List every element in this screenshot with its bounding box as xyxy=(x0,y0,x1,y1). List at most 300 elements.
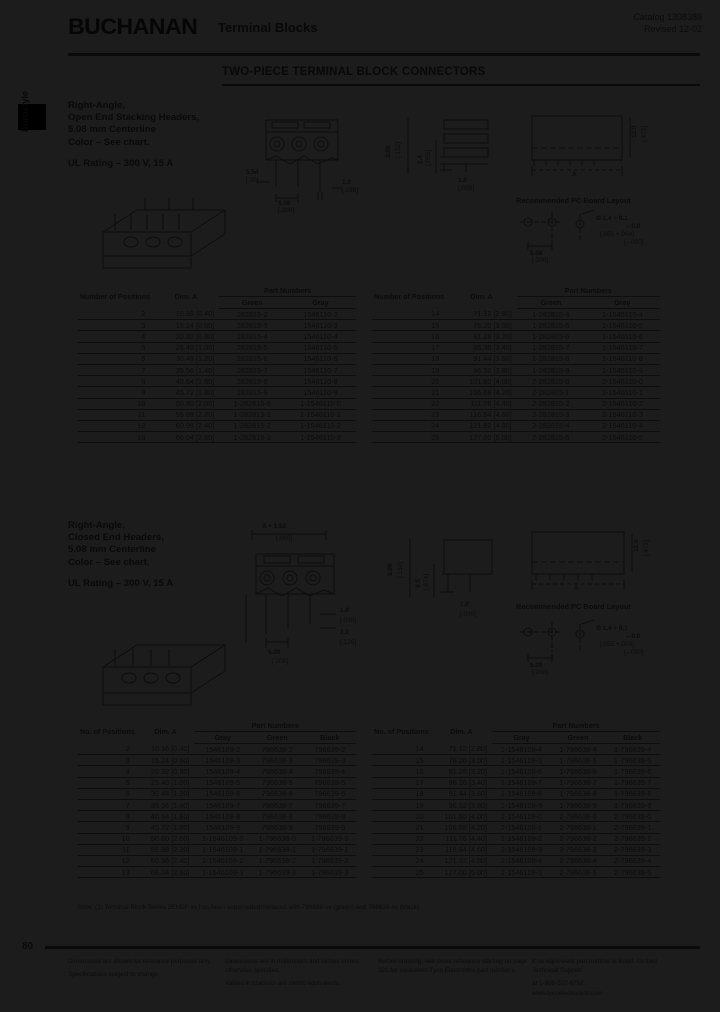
desc-line-1: Right-Angle, xyxy=(68,100,126,111)
svg-text:A + 1.52: A + 1.52 xyxy=(262,523,287,530)
cell-part-number: 2-282815-1 xyxy=(517,387,585,398)
cell-positions: 16 xyxy=(372,331,446,342)
footer-column-2 xyxy=(225,957,375,993)
table-row xyxy=(372,755,660,766)
cell-dim-a: 111.76 [4.40] xyxy=(431,833,492,844)
svg-text:[.152]: [.152] xyxy=(397,562,404,578)
svg-text:[.00]: [.00] xyxy=(246,177,259,184)
cell-positions: 20 xyxy=(372,376,446,387)
cell-part-number: 1-1546109-4 xyxy=(492,744,551,755)
cell-part-number: 1-282815-5 xyxy=(517,320,585,331)
cell-part-number: 1-1546109-0 xyxy=(194,833,251,844)
col-dim-a: Dim. A xyxy=(450,727,473,737)
cell-positions: 12 xyxy=(78,420,152,431)
cell-part-number: 1546109-3 xyxy=(194,755,251,766)
cell-part-number: 2-1546109-4 xyxy=(492,855,551,866)
svg-text:– 0.0: – 0.0 xyxy=(626,633,641,640)
cell-part-number: 2-796639-2 xyxy=(605,833,660,844)
cell-dim-a: 10.16 [0.40] xyxy=(137,744,195,755)
cell-dim-a: 66.04 [2.60] xyxy=(152,432,219,443)
col-part-numbers: Part Numbers xyxy=(492,720,660,732)
cell-positions: 4 xyxy=(78,766,137,777)
section2-pcb-hole-drawing xyxy=(514,616,704,668)
table-row xyxy=(78,432,356,443)
cell-part-number: 1-796638-0 xyxy=(251,833,303,844)
cell-part-number: 1-796639-3 xyxy=(303,867,356,878)
table-row xyxy=(372,844,660,855)
cell-part-number: 2-796639-3 xyxy=(605,844,660,855)
cell-positions: 15 xyxy=(372,755,431,766)
cell-part-number: 796639-8 xyxy=(303,811,356,822)
cell-positions: 13 xyxy=(78,432,152,443)
table-note: Note: (1) Terminal Block Series 2EHDF-xx has been superseded/replaced with 796638-xx (green) and 796639-xx (black). xyxy=(78,904,421,911)
cell-positions: 12 xyxy=(78,855,137,866)
section2-side-view-drawing xyxy=(382,530,502,620)
table-row xyxy=(78,777,356,788)
cell-part-number: 796639-6 xyxy=(303,788,356,799)
col-green: Green xyxy=(551,732,606,744)
section1-table-right xyxy=(372,285,660,443)
cell-dim-a: 127.00 [5.00] xyxy=(431,867,492,878)
cell-dim-a: 96.52 [3.80] xyxy=(446,364,516,375)
cell-part-number: 2-796638-1 xyxy=(551,822,606,833)
cell-part-number: 2-1546109-5 xyxy=(492,867,551,878)
cell-part-number: 282815-9 xyxy=(219,387,285,398)
cell-part-number: 1-796638-9 xyxy=(551,799,606,810)
col-positions: Number of Positions xyxy=(374,292,445,302)
cell-part-number: 282815-8 xyxy=(219,376,285,387)
svg-text:[.200]: [.200] xyxy=(272,658,288,665)
table-row xyxy=(372,409,660,420)
svg-text:12.0: 12.0 xyxy=(631,125,638,138)
cell-part-number: 796638-5 xyxy=(251,777,303,788)
cell-part-number: 1-796638-2 xyxy=(251,855,303,866)
section1-table-left xyxy=(78,285,356,443)
cell-part-number: 1-1546109-7 xyxy=(492,777,551,788)
cell-part-number: 1546109-7 xyxy=(194,799,251,810)
svg-text:[.126]: [.126] xyxy=(340,639,356,646)
cell-positions: 7 xyxy=(78,364,152,375)
table-row xyxy=(372,788,660,799)
cell-positions: 8 xyxy=(78,811,137,822)
cell-part-number: 2-282815-0 xyxy=(517,376,585,387)
cell-positions: 2 xyxy=(78,309,152,320)
svg-text:[.200]: [.200] xyxy=(532,257,548,264)
svg-text:[.472]: [.472] xyxy=(641,126,648,142)
cell-part-number: 282815-7 xyxy=(219,364,285,375)
section2-description xyxy=(68,520,238,590)
header-rule xyxy=(68,53,700,56)
section2-board-outline-drawing xyxy=(512,528,692,610)
footer-text: Before ordering, see cross reference starting on page 321 for equivalent Tyco Electronics part numbers. xyxy=(378,958,528,975)
footer-column-4 xyxy=(532,957,682,1002)
cell-part-number: 282815-3 xyxy=(219,320,285,331)
cell-dim-a: 86.36 [3.40] xyxy=(431,777,492,788)
cell-part-number: 1546110-4 xyxy=(285,331,356,342)
cell-part-number: 2-1546110-2 xyxy=(585,398,660,409)
cell-dim-a: 81.28 [3.20] xyxy=(446,331,516,342)
cell-dim-a: 86.36 [3.40] xyxy=(446,342,516,353)
footer-text: Dimensions are in millimeters and inches unless otherwise specified. xyxy=(225,958,360,975)
svg-text:[.152]: [.152] xyxy=(395,142,402,158)
cell-positions: 21 xyxy=(372,822,431,833)
cell-positions: 23 xyxy=(372,844,431,855)
cell-dim-a: 60.96 [2.40] xyxy=(137,855,195,866)
svg-text:[.039]: [.039] xyxy=(458,185,474,192)
section2-front-view-drawing xyxy=(240,516,400,656)
cell-part-number: 282815-6 xyxy=(219,353,285,364)
section1-pitch-dim-label xyxy=(278,203,324,215)
table-row xyxy=(78,855,356,866)
table-row xyxy=(372,309,660,320)
cell-part-number: 1-796638-7 xyxy=(551,777,606,788)
svg-text:– 0.0: – 0.0 xyxy=(626,223,641,230)
cell-part-number: 1-796639-2 xyxy=(303,855,356,866)
cell-dim-a: 111.76 [4.40] xyxy=(446,398,516,409)
cell-part-number: 796638-2 xyxy=(251,744,303,755)
cell-positions: 13 xyxy=(78,867,137,878)
catalog-info xyxy=(633,11,702,35)
table-row xyxy=(372,777,660,788)
table-row xyxy=(372,799,660,810)
cell-part-number: 1-1546110-6 xyxy=(585,331,660,342)
cell-part-number: 2-1546110-0 xyxy=(585,376,660,387)
cell-part-number: 1-796638-6 xyxy=(551,766,606,777)
cell-part-number: 1-1546110-3 xyxy=(285,432,356,443)
table-row xyxy=(78,376,356,387)
cell-dim-a: 20.32 [0.80] xyxy=(137,766,195,777)
svg-text:1.0: 1.0 xyxy=(340,607,349,614)
table-body xyxy=(372,744,660,878)
col-green: Green xyxy=(219,297,285,309)
section1-pcb-caption: Recommended PC Board Layout xyxy=(516,196,631,205)
cell-part-number: 1-796638-8 xyxy=(551,788,606,799)
table-row xyxy=(372,353,660,364)
svg-text:[.472]: [.472] xyxy=(643,540,650,556)
cell-dim-a: 20.32 [0.80] xyxy=(152,331,219,342)
svg-text:[.055 +.004]: [.055 +.004] xyxy=(600,231,634,238)
col-positions: No. of Positions xyxy=(374,727,429,737)
cell-dim-a: 121.92 [4.80] xyxy=(431,855,492,866)
cell-dim-a: 35.56 [1.40] xyxy=(152,364,219,375)
cell-dim-a: 60.96 [2.40] xyxy=(152,420,219,431)
cell-part-number: 1-1546110-5 xyxy=(585,320,660,331)
footer-text: Dimensions are shown for reference purposes only. xyxy=(68,958,212,965)
footer-column-1 xyxy=(68,957,218,983)
cell-dim-a: 35.56 [1.40] xyxy=(137,799,195,810)
cell-part-number: 1-282815-8 xyxy=(517,353,585,364)
table-row xyxy=(78,309,356,320)
table-row xyxy=(78,833,356,844)
table-row xyxy=(372,744,660,755)
cell-part-number: 1-1546109-2 xyxy=(194,855,251,866)
cell-part-number: 1-1546110-0 xyxy=(285,398,356,409)
cell-dim-a: 15.24 [0.60] xyxy=(152,320,219,331)
col-black: Black xyxy=(605,732,660,744)
svg-text:Ø 1.4 + 0.1: Ø 1.4 + 0.1 xyxy=(596,625,628,632)
cell-part-number: 1-1546110-2 xyxy=(285,420,356,431)
cell-dim-a: 106.68 [4.20] xyxy=(446,387,516,398)
svg-text:3.85: 3.85 xyxy=(385,145,392,158)
cell-part-number: 2-796639-0 xyxy=(605,811,660,822)
cell-positions: 6 xyxy=(78,788,137,799)
cell-positions: 17 xyxy=(372,777,431,788)
cell-positions: 25 xyxy=(372,432,446,443)
cell-part-number: 1-1546110-4 xyxy=(585,309,660,320)
cell-positions: 16 xyxy=(372,766,431,777)
page-number: 80 xyxy=(22,941,34,952)
table-row xyxy=(78,811,356,822)
desc-line-2: Open End Stacking Headers, xyxy=(68,112,200,124)
table-row xyxy=(78,799,356,810)
cell-part-number: 1546109-4 xyxy=(194,766,251,777)
cell-positions: 11 xyxy=(78,409,152,420)
section2-isometric-drawing xyxy=(85,625,235,715)
svg-text:[.060]: [.060] xyxy=(276,535,292,542)
svg-text:[.039]: [.039] xyxy=(460,611,476,618)
cell-dim-a: 81.28 [3.20] xyxy=(431,766,492,777)
revision-date: Revised 12-02 xyxy=(643,24,702,34)
cell-part-number: 2-796638-3 xyxy=(551,844,606,855)
table-row xyxy=(78,755,356,766)
table-row xyxy=(78,387,356,398)
table-body xyxy=(78,744,356,878)
cell-part-number: 1-796638-5 xyxy=(551,755,606,766)
cell-part-number: 2-282815-4 xyxy=(517,420,585,431)
cell-dim-a: 91.44 [3.60] xyxy=(446,353,516,364)
cell-part-number: 2-796639-5 xyxy=(605,867,660,878)
cell-positions: 2 xyxy=(78,744,137,755)
svg-text:[–.000]: [–.000] xyxy=(624,239,644,246)
cell-part-number: 1-1546109-1 xyxy=(194,844,251,855)
cell-dim-a: 76.20 [3.00] xyxy=(431,755,492,766)
cell-positions: 24 xyxy=(372,420,446,431)
cell-part-number: 2-796638-4 xyxy=(551,855,606,866)
cell-part-number: 1-282815-2 xyxy=(219,420,285,431)
desc-line-2: Closed End Headers, xyxy=(68,532,164,544)
table-row xyxy=(78,353,356,364)
cell-part-number: 1546110-3 xyxy=(285,320,356,331)
table-body xyxy=(78,309,356,443)
table-row xyxy=(372,320,660,331)
ul-rating: UL Rating – 300 V, 15 A xyxy=(68,577,174,589)
cell-positions: 19 xyxy=(372,799,431,810)
cell-part-number: 282815-5 xyxy=(219,342,285,353)
section2-pcb-pitch-label xyxy=(532,666,572,677)
cell-positions: 19 xyxy=(372,364,446,375)
cell-dim-a: 55.88 [2.20] xyxy=(152,409,219,420)
header-subtitle: Terminal Blocks xyxy=(218,20,318,35)
svg-text:[.374]: [.374] xyxy=(423,574,430,590)
col-black: Black xyxy=(303,732,356,744)
col-part-numbers: Part Numbers xyxy=(194,720,356,732)
cell-part-number: 796639-4 xyxy=(303,766,356,777)
cell-part-number: 2-282815-3 xyxy=(517,409,585,420)
page-header xyxy=(0,0,720,60)
footer-text: Values in brackets are metric equivalents. xyxy=(225,980,342,988)
cell-positions: 14 xyxy=(372,309,446,320)
cell-positions: 17 xyxy=(372,342,446,353)
cell-part-number: 796639-7 xyxy=(303,799,356,810)
cell-part-number: 1-282815-6 xyxy=(517,331,585,342)
footer-website[interactable]: www.tycoelectronics.com xyxy=(532,989,603,997)
footer-rule xyxy=(45,946,700,949)
cell-positions: 5 xyxy=(78,342,152,353)
cell-positions: 18 xyxy=(372,353,446,364)
cell-dim-a: 116.84 [4.60] xyxy=(431,844,492,855)
table-row xyxy=(78,331,356,342)
cell-dim-a: 91.44 [3.60] xyxy=(431,788,492,799)
table-row xyxy=(372,342,660,353)
catalog-number: Catalog 1308389 xyxy=(633,12,702,22)
table-row xyxy=(372,855,660,866)
cell-part-number: 1-796639-7 xyxy=(605,777,660,788)
table-row xyxy=(78,744,356,755)
cell-positions: 3 xyxy=(78,320,152,331)
desc-line-4: Color – See chart. xyxy=(68,556,150,568)
cell-part-number: 1-1546109-5 xyxy=(492,755,551,766)
desc-line-4: Color – See chart. xyxy=(68,136,150,148)
cell-part-number: 2-1546109-3 xyxy=(492,844,551,855)
cell-part-number: 1546109-2 xyxy=(194,744,251,755)
brand-logo: BUCHANAN xyxy=(68,14,198,39)
footer-text: If no equivalent part number is listed, contact Technical Support xyxy=(532,958,657,975)
table-row xyxy=(372,432,660,443)
table-row xyxy=(78,320,356,331)
table-row xyxy=(78,364,356,375)
cell-part-number: 1-282815-4 xyxy=(517,309,585,320)
cell-positions: 11 xyxy=(78,844,137,855)
table-row xyxy=(372,331,660,342)
cell-part-number: 1-1546110-1 xyxy=(285,409,356,420)
desc-line-1: Right-Angle, xyxy=(68,520,126,531)
cell-part-number: 2-796638-0 xyxy=(551,811,606,822)
cell-positions: 14 xyxy=(372,744,431,755)
svg-text:[.200]: [.200] xyxy=(532,669,548,676)
cell-part-number: 796638-6 xyxy=(251,788,303,799)
svg-text:3.85: 3.85 xyxy=(387,563,394,576)
svg-text:A: A xyxy=(574,585,579,592)
cell-part-number: 796639-9 xyxy=(303,822,356,833)
svg-text:[–.000]: [–.000] xyxy=(624,649,644,656)
table-row xyxy=(78,867,356,878)
col-dim-a: Dim. A xyxy=(174,292,198,302)
table-row xyxy=(372,867,660,878)
cell-part-number: 2-796639-1 xyxy=(605,822,660,833)
cell-part-number: 1-796639-4 xyxy=(605,744,660,755)
table-row xyxy=(372,833,660,844)
section2-table-right xyxy=(372,720,660,878)
cell-part-number: 1546110-6 xyxy=(285,353,356,364)
svg-text:[.055 +.004]: [.055 +.004] xyxy=(600,641,634,648)
cell-positions: 22 xyxy=(372,833,431,844)
cell-positions: 9 xyxy=(78,822,137,833)
cell-part-number: 1546110-8 xyxy=(285,376,356,387)
col-gray: Gray xyxy=(194,732,251,744)
table-row xyxy=(372,387,660,398)
table-row xyxy=(372,811,660,822)
cell-part-number: 1-1546109-6 xyxy=(492,766,551,777)
cell-positions: 22 xyxy=(372,398,446,409)
cell-dim-a: 71.12 [2.80] xyxy=(431,744,492,755)
svg-text:1.0: 1.0 xyxy=(460,601,469,608)
table-row xyxy=(78,822,356,833)
cell-positions: 24 xyxy=(372,855,431,866)
cell-dim-a: 25.40 [1.00] xyxy=(152,342,219,353)
cell-part-number: 1-796638-1 xyxy=(251,844,303,855)
svg-text:5.08: 5.08 xyxy=(278,200,291,207)
svg-text:[.039]: [.039] xyxy=(340,617,356,624)
cell-part-number: 1-1546110-7 xyxy=(585,342,660,353)
cell-dim-a: 101.60 [4.00] xyxy=(431,811,492,822)
col-positions: No. of Positions xyxy=(80,727,135,737)
cell-dim-a: 76.20 [3.00] xyxy=(446,320,516,331)
svg-text:1.0: 1.0 xyxy=(458,177,467,184)
table-row xyxy=(78,398,356,409)
cell-positions: 7 xyxy=(78,799,137,810)
section1-isometric-drawing xyxy=(85,190,235,280)
cell-positions: 10 xyxy=(78,833,137,844)
table-row xyxy=(78,420,356,431)
cell-part-number: 1546110-2 xyxy=(285,309,356,320)
cell-dim-a: 40.64 [1.60] xyxy=(152,376,219,387)
cell-positions: 20 xyxy=(372,811,431,822)
svg-text:[.039]: [.039] xyxy=(342,187,358,194)
cell-dim-a: 25.40 [1.00] xyxy=(137,777,195,788)
cell-part-number: 2-282815-2 xyxy=(517,398,585,409)
svg-text:12.0: 12.0 xyxy=(633,539,640,552)
cell-part-number: 2-1546110-4 xyxy=(585,420,660,431)
svg-text:5.08: 5.08 xyxy=(530,662,543,668)
col-green: Green xyxy=(251,732,303,744)
col-dim-a: Dim. A xyxy=(470,292,493,302)
table-row xyxy=(78,844,356,855)
section1-pcb-hole-drawing xyxy=(514,208,704,256)
cell-dim-a: 106.68 [4.20] xyxy=(431,822,492,833)
cell-part-number: 2-1546110-5 xyxy=(585,432,660,443)
table-row xyxy=(78,788,356,799)
cell-part-number: 796639-3 xyxy=(303,755,356,766)
title-underline xyxy=(222,84,700,86)
col-gray: Gray xyxy=(585,297,660,309)
table-body xyxy=(372,309,660,443)
table-row xyxy=(372,376,660,387)
section1-side-view-drawing xyxy=(378,112,498,192)
svg-text:3.2: 3.2 xyxy=(340,629,349,636)
cell-part-number: 796638-7 xyxy=(251,799,303,810)
footer-text: Specifications subject to change. xyxy=(68,971,160,979)
cell-positions: 9 xyxy=(78,387,152,398)
cell-part-number: 1-282815-7 xyxy=(517,342,585,353)
cell-positions: 8 xyxy=(78,376,152,387)
cell-part-number: 1-1546109-3 xyxy=(194,867,251,878)
cell-part-number: 1-796639-1 xyxy=(303,844,356,855)
svg-text:9.5: 9.5 xyxy=(415,579,422,588)
cell-dim-a: 30.48 [1.20] xyxy=(137,788,195,799)
svg-text:5.54: 5.54 xyxy=(246,169,259,176)
cell-dim-a: 15.24 [0.60] xyxy=(137,755,195,766)
section1-board-outline-drawing xyxy=(512,112,692,198)
cell-part-number: 2-1546110-3 xyxy=(585,409,660,420)
cell-part-number: 1-796639-8 xyxy=(605,788,660,799)
cell-part-number: 1-1546109-9 xyxy=(492,799,551,810)
cell-part-number: 2-1546109-0 xyxy=(492,811,551,822)
cell-dim-a: 40.64 [1.60] xyxy=(137,811,195,822)
table-row xyxy=(372,822,660,833)
col-green: Green xyxy=(517,297,585,309)
cell-part-number: 2-1546109-2 xyxy=(492,833,551,844)
cell-part-number: 796638-4 xyxy=(251,766,303,777)
